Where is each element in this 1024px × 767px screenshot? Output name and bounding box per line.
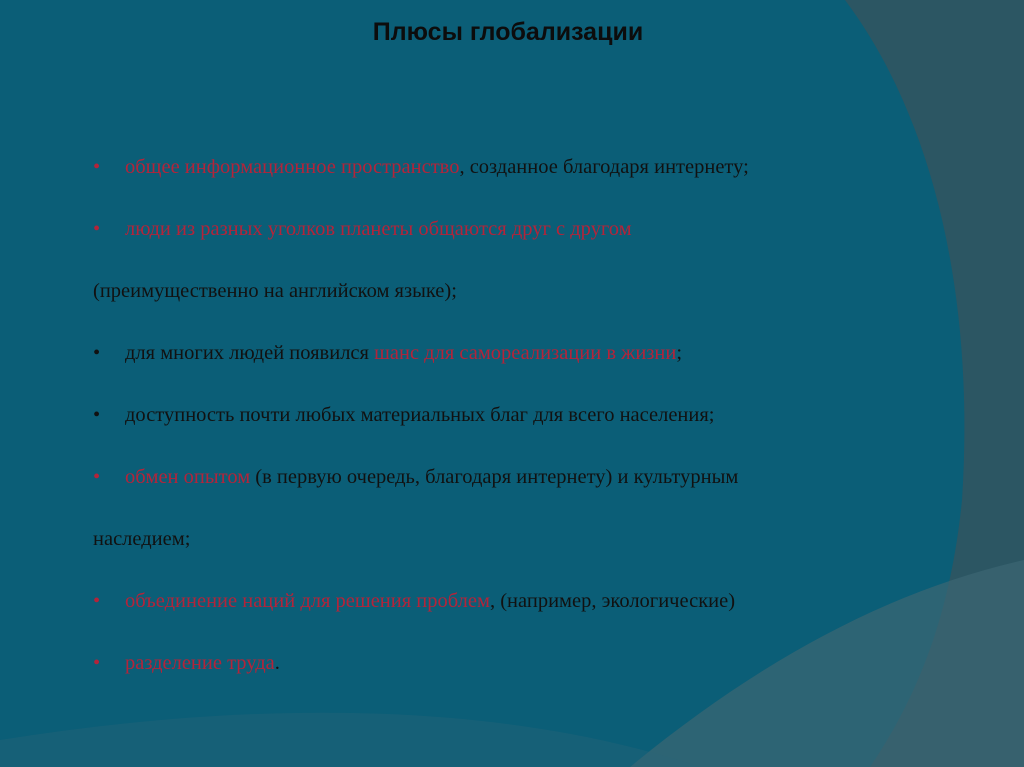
bullet-marker: • [93, 590, 101, 612]
highlight-text: разделение труда [125, 652, 275, 674]
bullet-marker: • [93, 404, 101, 426]
slide-title: Плюсы глобализации [372, 18, 644, 46]
highlight-text: обмен опытом [125, 466, 251, 488]
highlight-text: люди из разных уголков планеты общаются друг с другом [125, 218, 632, 240]
bullet-item [93, 466, 738, 489]
bullet-marker: • [93, 156, 101, 178]
body-text: (преимущественно на английском языке); [93, 280, 457, 302]
highlight-text: объединение наций для решения проблем [125, 590, 490, 612]
highlight-text: общее информационное пространство [125, 156, 460, 178]
bullet-item [93, 342, 682, 365]
bullet-item [93, 404, 715, 427]
body-text: наследием; [93, 528, 191, 550]
bullet-item [93, 218, 632, 241]
continuation-line [93, 528, 190, 551]
body-text: . [274, 652, 280, 674]
body-text: , созданное благодаря интернету; [459, 156, 749, 178]
bullet-marker: • [93, 466, 101, 488]
body-text: (в первую очередь, благодаря интернету) и культурным [250, 466, 739, 488]
bullet-marker: • [93, 218, 101, 240]
continuation-line [93, 280, 457, 303]
bullet-item [93, 156, 749, 179]
body-text: для многих людей появился [125, 342, 375, 364]
bullet-marker: • [93, 652, 101, 674]
body-text: , (например, экологические) [489, 590, 736, 612]
bullet-marker: • [93, 342, 101, 364]
body-text: доступность почти любых материальных благ для всего населения; [125, 404, 715, 426]
highlight-text: шанс для самореализации в жизни [374, 342, 677, 364]
body-text: ; [676, 342, 683, 364]
bullet-item [93, 590, 735, 613]
bullet-item [93, 652, 280, 675]
